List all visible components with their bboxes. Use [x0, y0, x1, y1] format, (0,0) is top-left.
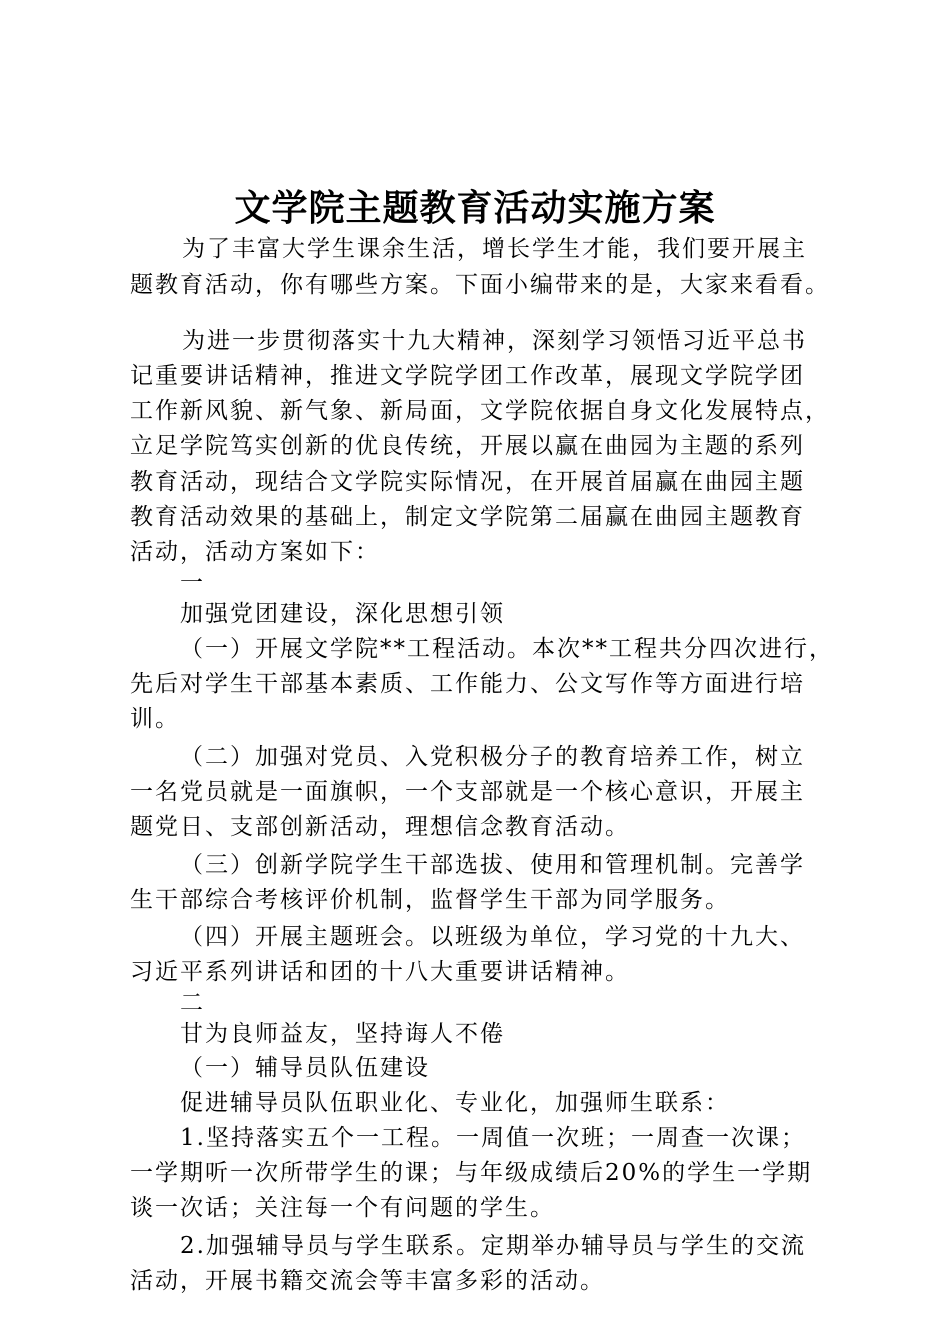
- text-line: 一学期听一次所带学生的课；与年级成绩后20%的学生一学期: [130, 1160, 813, 1186]
- text-line: 教育活动，现结合文学院实际情况，在开展首届赢在曲园主题: [130, 469, 805, 495]
- document-title: 文学院主题教育活动实施方案: [234, 187, 716, 229]
- section-heading: 甘为良师益友，坚持诲人不倦: [180, 1021, 505, 1047]
- text-line: 立足学院笃实创新的优良传统，开展以赢在曲园为主题的系列: [130, 433, 805, 459]
- text-line: 教育活动效果的基础上，制定文学院第二届赢在曲园主题教育: [130, 504, 805, 530]
- text-line: 促进辅导员队伍职业化、专业化，加强师生联系：: [180, 1090, 730, 1116]
- text-line: 记重要讲话精神，推进文学院学团工作改革，展现文学院学团: [130, 363, 805, 389]
- section-number: 二: [180, 990, 205, 1016]
- text-line: 习近平系列讲话和团的十八大重要讲话精神。: [130, 959, 630, 985]
- text-line: 先后对学生干部基本素质、工作能力、公文写作等方面进行培: [130, 671, 805, 697]
- text-line: 工作新风貌、新气象、新局面，文学院依据自身文化发展特点，: [130, 398, 830, 424]
- text-line: 谈一次话；关注每一个有问题的学生。: [130, 1195, 555, 1221]
- text-line: 1.坚持落实五个一工程。一周值一次班；一周查一次课；: [180, 1125, 806, 1151]
- text-line: （三）创新学院学生干部选拔、使用和管理机制。完善学: [180, 852, 805, 878]
- text-line: 题党日、支部创新活动，理想信念教育活动。: [130, 814, 630, 840]
- text-line: 活动，开展书籍交流会等丰富多彩的活动。: [130, 1268, 605, 1294]
- subsection-heading: （一）辅导员队伍建设: [180, 1055, 430, 1081]
- text-line: （一）开展文学院**工程活动。本次**工程共分四次进行，: [180, 636, 834, 662]
- text-line: 2.加强辅导员与学生联系。定期举办辅导员与学生的交流: [180, 1233, 806, 1259]
- text-line: 为进一步贯彻落实十九大精神，深刻学习领悟习近平总书: [182, 328, 807, 354]
- text-line: 训。: [130, 706, 180, 732]
- text-line: （二）加强对党员、入党积极分子的教育培养工作，树立: [180, 744, 805, 770]
- text-line: 为了丰富大学生课余生活，增长学生才能，我们要开展主: [182, 236, 807, 262]
- section-heading: 加强党团建设，深化思想引领: [180, 601, 505, 627]
- text-line: 一名党员就是一面旗帜，一个支部就是一个核心意识，开展主: [130, 779, 805, 805]
- text-line: 题教育活动，你有哪些方案。下面小编带来的是，大家来看看。: [130, 272, 830, 298]
- text-line: （四）开展主题班会。以班级为单位，学习党的十九大、: [180, 924, 805, 950]
- text-line: 生干部综合考核评价机制，监督学生干部为同学服务。: [130, 887, 730, 913]
- section-number: 一: [180, 570, 205, 596]
- text-line: 活动，活动方案如下：: [130, 539, 380, 565]
